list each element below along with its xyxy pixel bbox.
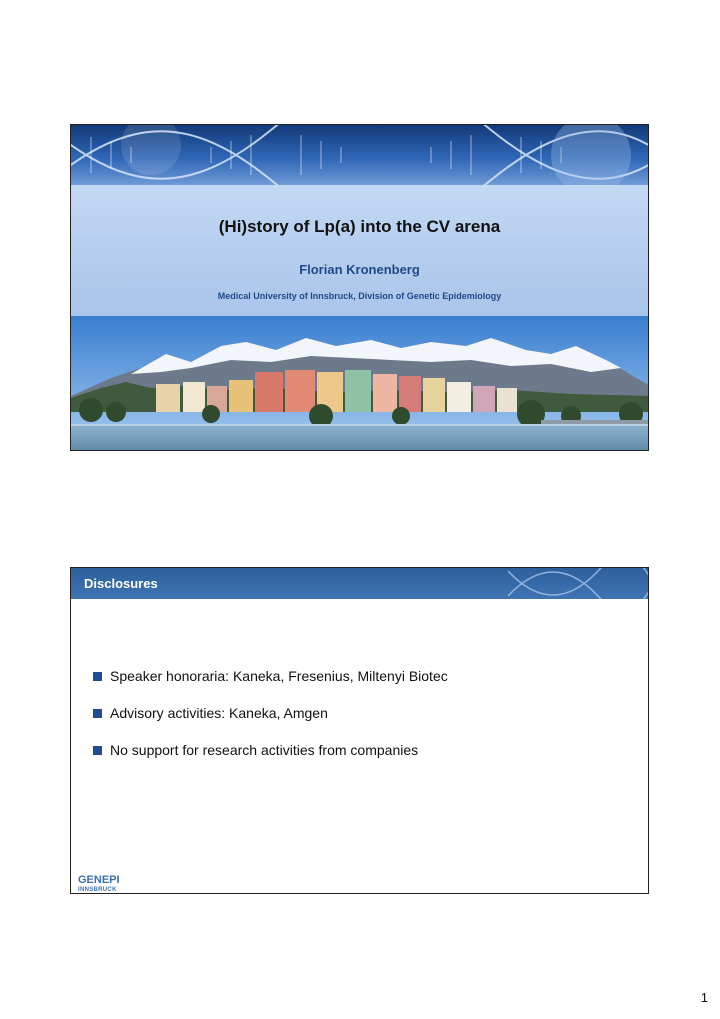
logo-text-top: GENEPI — [78, 874, 120, 886]
innsbruck-panorama — [71, 316, 648, 451]
slide-header-title: Disclosures — [84, 576, 158, 591]
dna-helix-icon — [71, 125, 648, 185]
square-bullet-icon — [93, 672, 102, 681]
bullet-list — [93, 666, 448, 777]
disclosures-slide — [70, 567, 649, 894]
innsbruck-panorama-icon — [71, 316, 648, 451]
affiliation: Medical University of Innsbruck, Division of Genetic Epidemiology — [217, 291, 502, 301]
list-item — [93, 703, 448, 740]
slide-title: (Hi)story of Lp(a) into the CV arena — [218, 217, 501, 236]
header-bar — [71, 568, 648, 599]
bullet-text: No support for research activities from companies — [110, 742, 419, 758]
square-bullet-icon — [93, 746, 102, 755]
title-area — [71, 185, 648, 316]
square-bullet-icon — [93, 709, 102, 718]
list-item — [93, 666, 448, 703]
list-item — [93, 740, 448, 777]
dna-helix-icon — [508, 568, 648, 599]
genepi-logo-icon — [77, 872, 147, 892]
bullet-text: Speaker honoraria: Kaneka, Fresenius, Miltenyi Biotec — [110, 668, 448, 684]
title-slide — [70, 124, 649, 451]
dna-helix-banner — [71, 125, 648, 185]
page-number: 1 — [700, 990, 708, 1005]
logo-text-bottom: INNSBRUCK — [78, 887, 117, 892]
genepi-logo — [77, 872, 147, 892]
bullet-text: Advisory activities: Kaneka, Amgen — [110, 705, 328, 721]
author-name: Florian Kronenberg — [299, 262, 420, 277]
